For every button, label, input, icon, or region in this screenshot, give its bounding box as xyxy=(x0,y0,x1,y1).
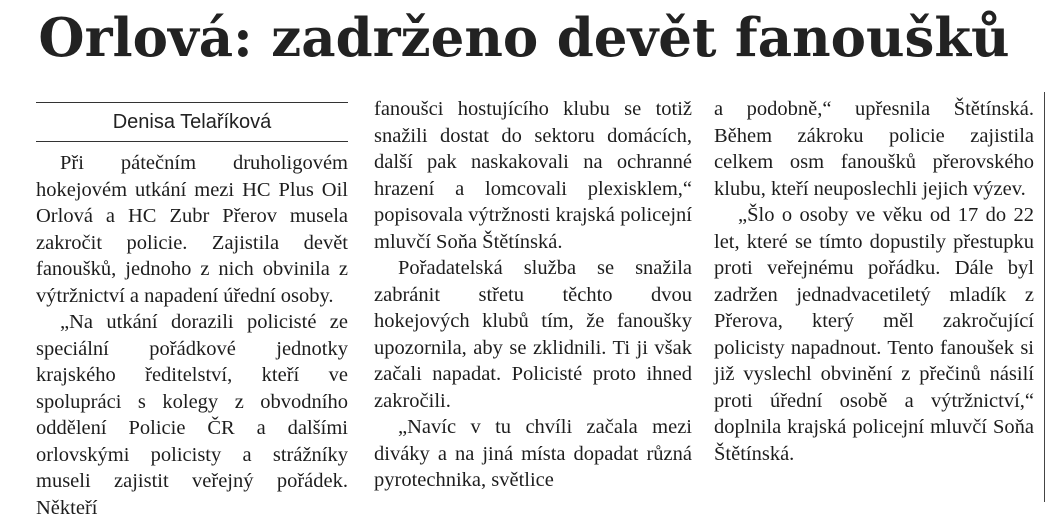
byline-rule-top xyxy=(36,102,348,103)
paragraph: Pořadatelská služba se snažila zabránit střetu těchto dvou hokejových klubů tím, že fanoušky upozornila, aby se zklidnili. Ti ji však začali napadat. Policisté proto ihned zakročili. xyxy=(374,257,692,412)
column-divider xyxy=(1044,92,1045,502)
paragraph: „Na utkání dorazili policisté ze speciální pořádkové jednotky krajského ředitelství, kteří ve spolupráci s kolegy z obvodního oddělení Policie ČR a dalšími orlovskými policisty a strážníky museli zajistit veřejný pořádek. Někteří xyxy=(36,311,348,519)
article-headline: Orlová: zadrženo devět fanoušků xyxy=(38,7,1010,69)
article-column-2 xyxy=(374,96,692,494)
paragraph: a podobně,“ upřesnila Štětínská. Během zákroku policie zajistila celkem osm fanoušků přerovského klubu, kteří neuposlechli jejich výzev. xyxy=(714,98,1034,200)
byline-rule-bottom xyxy=(36,141,348,142)
paragraph: „Šlo o osoby ve věku od 17 do 22 let, které se tímto dopustily přestupku proti veřejnému pořádku. Dále byl zadržen jednadvacetiletý mladík z Přerova, který měl zakročující policisty napadnout. Tento fanoušek si již vyslechl obvinění z přečinů násilí proti úřední osobě a výtržnictví,“ doplnila krajská policejní mluvčí Soňa Štětínská. xyxy=(714,204,1034,465)
article-author: Denisa Telaříková xyxy=(112,111,272,133)
paragraph: „Navíc v tu chvíli začala mezi diváky a na jiná místa dopadat různá pyrotechnika, světlice xyxy=(374,416,692,491)
article-column-1 xyxy=(36,150,348,521)
paragraph: Při pátečním druholigovém hokejovém utkání mezi HC Plus Oil Orlová a HC Zubr Přerov musela zakročit policie. Zajistila devět fanoušků, jednoho z nich obvinila z výtržnictví a napadení úřední osoby. xyxy=(36,152,348,307)
paragraph: fanoušci hostujícího klubu se totiž snažili dostat do sektoru domácích, další pak naskakovali na ochranné hrazení a lomcovali plexisklem,“ popisovala výtržnosti krajská policejní mluvčí Soňa Štětínská. xyxy=(374,98,692,253)
article-column-3 xyxy=(714,96,1034,467)
